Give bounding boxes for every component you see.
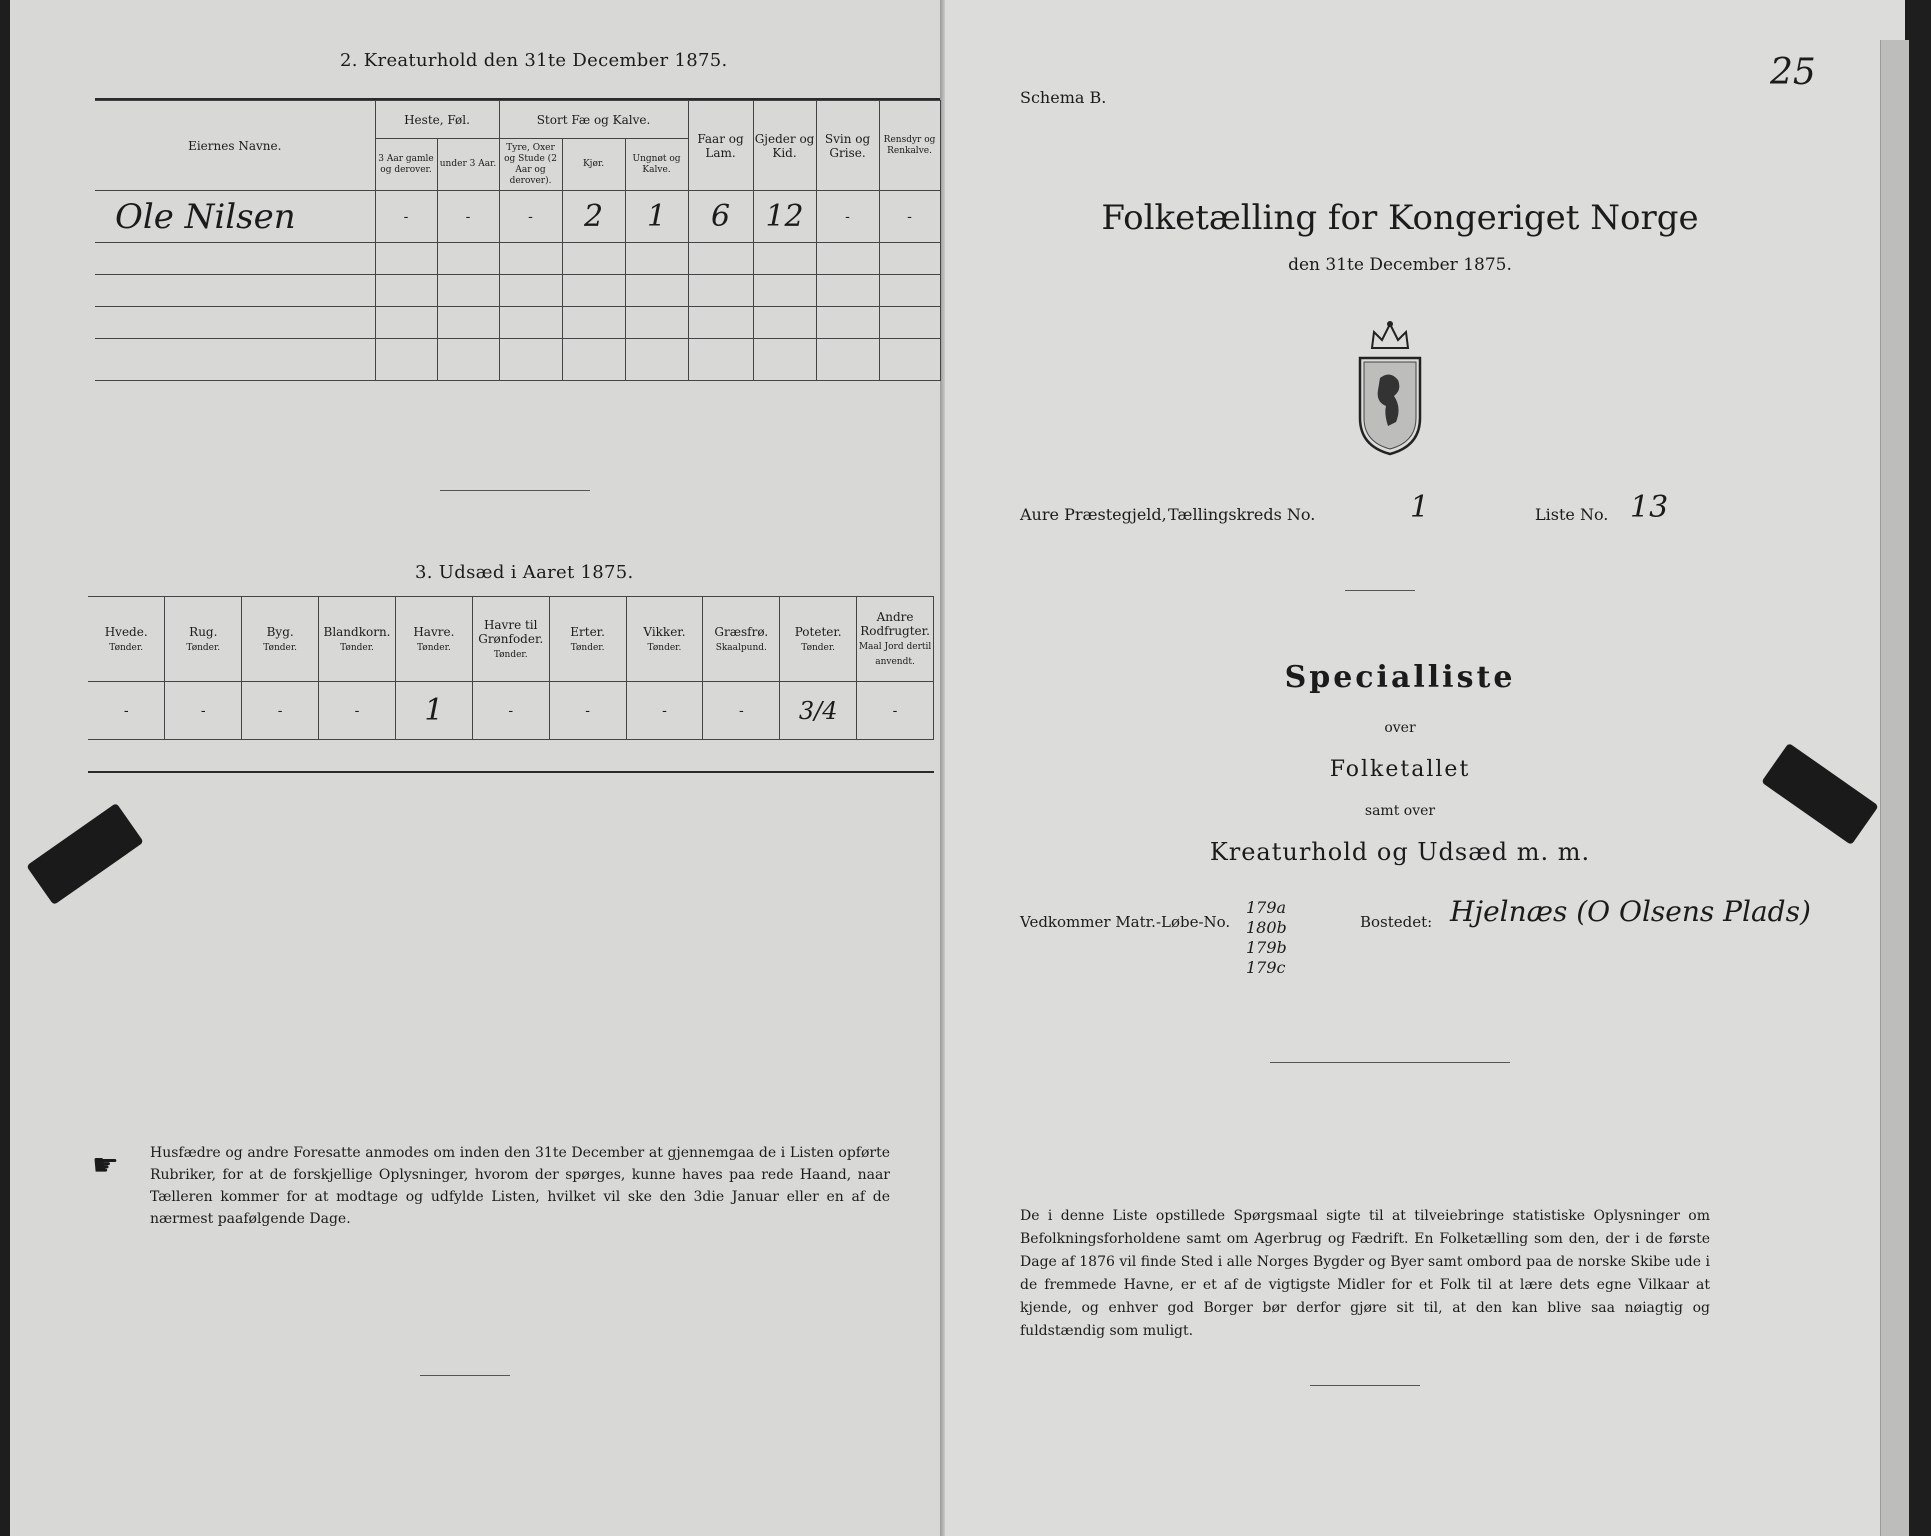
udsaed-col-header: Havre. Tønder.: [395, 597, 472, 682]
udsaed-col-header: Hvede. Tønder.: [88, 597, 165, 682]
udsaed-col-header: Blandkorn. Tønder.: [319, 597, 396, 682]
kjor-value: 2: [562, 191, 625, 243]
owner-name: Ole Nilsen: [95, 191, 375, 243]
section3-title: 3. Udsæd i Aaret 1875.: [415, 562, 634, 583]
divider: [420, 1375, 510, 1376]
rensdyr-header: Rensdyr og Renkalve.: [879, 101, 940, 191]
sowing-table: [88, 596, 934, 740]
prestegjeld-label: Aure Præstegjeld,: [1020, 505, 1167, 524]
rule: [88, 771, 934, 773]
udsaed-col-header: Erter. Tønder.: [549, 597, 626, 682]
over-label: over: [1384, 720, 1416, 736]
matr-value: 179a: [1246, 898, 1287, 917]
udsaed-col-header: Poteter. Tønder.: [780, 597, 857, 682]
matr-label: Vedkommer Matr.-Løbe-No.: [1020, 913, 1231, 931]
divider: [1270, 1062, 1510, 1063]
matr-value: 179b: [1246, 938, 1287, 957]
udsaed-value: -: [549, 682, 626, 740]
main-title: Folketælling for Kongeriget Norge: [1101, 198, 1699, 238]
tyre-header: Tyre, Oxer og Stude (2 Aar og derover).: [499, 139, 562, 191]
section2-title: 2. Kreaturhold den 31te December 1875.: [340, 50, 728, 71]
udsaed-value: -: [88, 682, 165, 740]
udsaed-value: -: [703, 682, 780, 740]
heste-header: Heste, Føl.: [375, 101, 499, 139]
livestock-table: [95, 100, 941, 381]
divider: [1310, 1385, 1420, 1386]
gjeder-value: 12: [753, 191, 816, 243]
kreaturhold-heading: Kreaturhold og Udsæd m. m.: [1209, 838, 1591, 866]
page-number: 25: [1770, 52, 1816, 93]
divider: [440, 490, 590, 491]
schema-label: Schema B.: [1020, 88, 1107, 107]
udsaed-col-header: Vikker. Tønder.: [626, 597, 703, 682]
bostedet-value: Hjelnæs (O Olsens Plads): [1450, 895, 1811, 928]
subtitle: den 31te December 1875.: [1288, 255, 1512, 275]
udsaed-col-header: Andre Rodfrugter. Maal Jord dertil anvendt.: [857, 597, 934, 682]
samt-over-label: samt over: [1364, 803, 1436, 819]
udsaed-value: -: [165, 682, 242, 740]
udsaed-value: -: [319, 682, 396, 740]
kjor-header: Kjør.: [562, 139, 625, 191]
udsaed-col-header: Rug. Tønder.: [165, 597, 242, 682]
udsaed-col-header: Græsfrø. Skaalpund.: [703, 597, 780, 682]
udsaed-col-header: Byg. Tønder.: [242, 597, 319, 682]
folketallet-heading: Folketallet: [1329, 757, 1471, 782]
specialliste-heading: Specialliste: [1284, 660, 1516, 695]
stortfae-header: Stort Fæ og Kalve.: [499, 101, 688, 139]
faar-value: 6: [688, 191, 753, 243]
svin-value: -: [816, 191, 879, 243]
svin-header: Svin og Grise.: [816, 101, 879, 191]
owner-col-header: Eiernes Navne.: [95, 101, 375, 191]
coat-of-arms-icon: [1350, 318, 1430, 458]
ungnot-header: Ungnøt og Kalve.: [625, 139, 688, 191]
matr-value: 179c: [1246, 958, 1286, 977]
notice-text: Husfædre og andre Foresatte anmodes om inden den 31te December at gjennemgaa de i Listen opførte Rubriker, for at de forskjellige Oplysninger, hvorom der spørges, kunne haves paa rede Haand, naar Tælleren kommer for at modtage og udfylde Listen, hvilket vil ske den 3die Januar eller en af de nærmest paafølgende Dage.: [150, 1145, 890, 1227]
udsaed-value: -: [472, 682, 549, 740]
udsaed-col-header: Havre til Grønfoder. Tønder.: [472, 597, 549, 682]
bottom-text: De i denne Liste opstillede Spørgsmaal sigte til at tilveiebringe statistiske Oplysninger om Befolkningsforholdene samt om Agerbrug og Fædrift. En Folketælling som den, der i de første Dage af 1876 vil finde Sted i alle Norges Bygder og Byer samt ombord paa de norske Skibe ude i de fremmede Havne, er et af de vigtigste Midler for et Folk til at lære dets egne Vilkaar at kjende, og enhver god Borger bør derfor gjøre sit til, at den kan blive saa nøiagtig og fuldstændig som muligt.: [1020, 1208, 1710, 1339]
divider: [1345, 590, 1415, 591]
heste-over3-header: 3 Aar gamle og derover.: [375, 139, 437, 191]
udsaed-value: 3/4: [780, 682, 857, 740]
udsaed-value: -: [242, 682, 319, 740]
faar-header: Faar og Lam.: [688, 101, 753, 191]
tyre-value: -: [499, 191, 562, 243]
heste-under3-value: -: [437, 191, 499, 243]
heste-under3-header: under 3 Aar.: [437, 139, 499, 191]
udsaed-value: -: [857, 682, 934, 740]
page-edge: [1880, 40, 1909, 1536]
kreds-label: Tællingskreds No.: [1168, 505, 1316, 524]
ungnot-value: 1: [625, 191, 688, 243]
gjeder-header: Gjeder og Kid.: [753, 101, 816, 191]
udsaed-value: 1: [395, 682, 472, 740]
rensdyr-value: -: [879, 191, 940, 243]
liste-label: Liste No.: [1535, 505, 1609, 524]
heste-over3-value: -: [375, 191, 437, 243]
pointing-hand-icon: ☛: [92, 1148, 119, 1183]
matr-value: 180b: [1246, 918, 1287, 937]
udsaed-value: -: [626, 682, 703, 740]
bostedet-label: Bostedet:: [1360, 913, 1433, 931]
liste-value: 13: [1630, 490, 1669, 525]
kreds-value: 1: [1410, 490, 1430, 525]
